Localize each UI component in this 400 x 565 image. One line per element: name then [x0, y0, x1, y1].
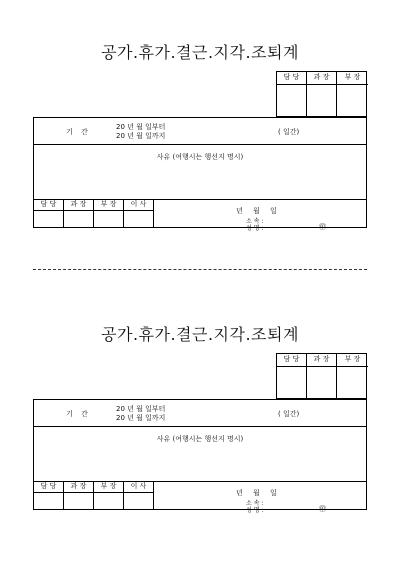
- sign-label: 담 당: [34, 481, 63, 493]
- submit-date: 년 월 일: [236, 489, 277, 497]
- days-count: ( 일간): [278, 128, 300, 136]
- approval-box: [276, 353, 367, 399]
- approval-cell-director[interactable]: [337, 354, 368, 398]
- days-count: ( 일간): [278, 410, 300, 418]
- sign-cell-executive[interactable]: [124, 199, 154, 228]
- reason-label: 사유 (여행시는 행선지 명시): [156, 435, 244, 443]
- sign-label: 부 장: [94, 481, 123, 493]
- sign-label: 이 사: [124, 481, 153, 493]
- sign-cell-director[interactable]: [94, 199, 124, 228]
- reason-label: 사유 (여행시는 행선지 명시): [156, 153, 244, 161]
- leave-form-bottom: [33, 282, 367, 527]
- period-start: 20 년 월 일부터: [116, 405, 166, 413]
- approval-label: 담 당: [277, 72, 306, 85]
- affiliation-label: 소 속 :: [246, 218, 264, 225]
- approval-cell-manager[interactable]: [307, 354, 337, 398]
- name-label: 성 명 :: [246, 507, 264, 514]
- affiliation-label: 소 속 :: [246, 500, 264, 507]
- period-start: 20 년 월 일부터: [116, 123, 166, 131]
- sign-cell-staff[interactable]: [34, 199, 64, 228]
- approval-cell-staff[interactable]: [277, 72, 307, 116]
- form-body: [33, 117, 367, 232]
- form-title: 공가.휴가.결근.지각.조퇴계: [101, 43, 299, 62]
- reason-field[interactable]: [34, 144, 366, 200]
- period-row[interactable]: [34, 118, 366, 145]
- period-row[interactable]: [34, 400, 366, 427]
- cut-line: [33, 269, 367, 270]
- submit-date: 년 월 일: [236, 207, 277, 215]
- approval-cell-director[interactable]: [337, 72, 368, 116]
- approval-cell-manager[interactable]: [307, 72, 337, 116]
- approval-label: 과 장: [307, 72, 336, 85]
- approval-label: 과 장: [307, 354, 336, 367]
- leave-form-top: [33, 0, 367, 245]
- sign-cell-staff[interactable]: [34, 481, 64, 510]
- seal-icon: ㊞: [319, 223, 326, 231]
- sign-cell-manager[interactable]: [64, 199, 94, 228]
- approval-label: 담 당: [277, 354, 306, 367]
- signature-row: [34, 481, 366, 514]
- name-label: 성 명 :: [246, 225, 264, 232]
- sign-label: 담 당: [34, 199, 63, 211]
- period-label: 기 간: [66, 410, 91, 418]
- signature-row: [34, 199, 366, 232]
- form-body: [33, 399, 367, 514]
- reason-field[interactable]: [34, 426, 366, 482]
- approval-label: 부 장: [337, 354, 368, 367]
- sign-label: 부 장: [94, 199, 123, 211]
- sign-cell-executive[interactable]: [124, 481, 154, 510]
- sign-label: 과 장: [64, 199, 93, 211]
- period-end: 20 년 월 일까지: [116, 132, 166, 140]
- period-label: 기 간: [66, 128, 91, 136]
- sign-cell-director[interactable]: [94, 481, 124, 510]
- seal-icon: ㊞: [319, 505, 326, 513]
- sign-label: 과 장: [64, 481, 93, 493]
- approval-cell-staff[interactable]: [277, 354, 307, 398]
- form-title: 공가.휴가.결근.지각.조퇴계: [101, 325, 299, 344]
- approval-box: [276, 71, 367, 117]
- sign-cell-manager[interactable]: [64, 481, 94, 510]
- approval-label: 부 장: [337, 72, 368, 85]
- sign-label: 이 사: [124, 199, 153, 211]
- period-end: 20 년 월 일까지: [116, 414, 166, 422]
